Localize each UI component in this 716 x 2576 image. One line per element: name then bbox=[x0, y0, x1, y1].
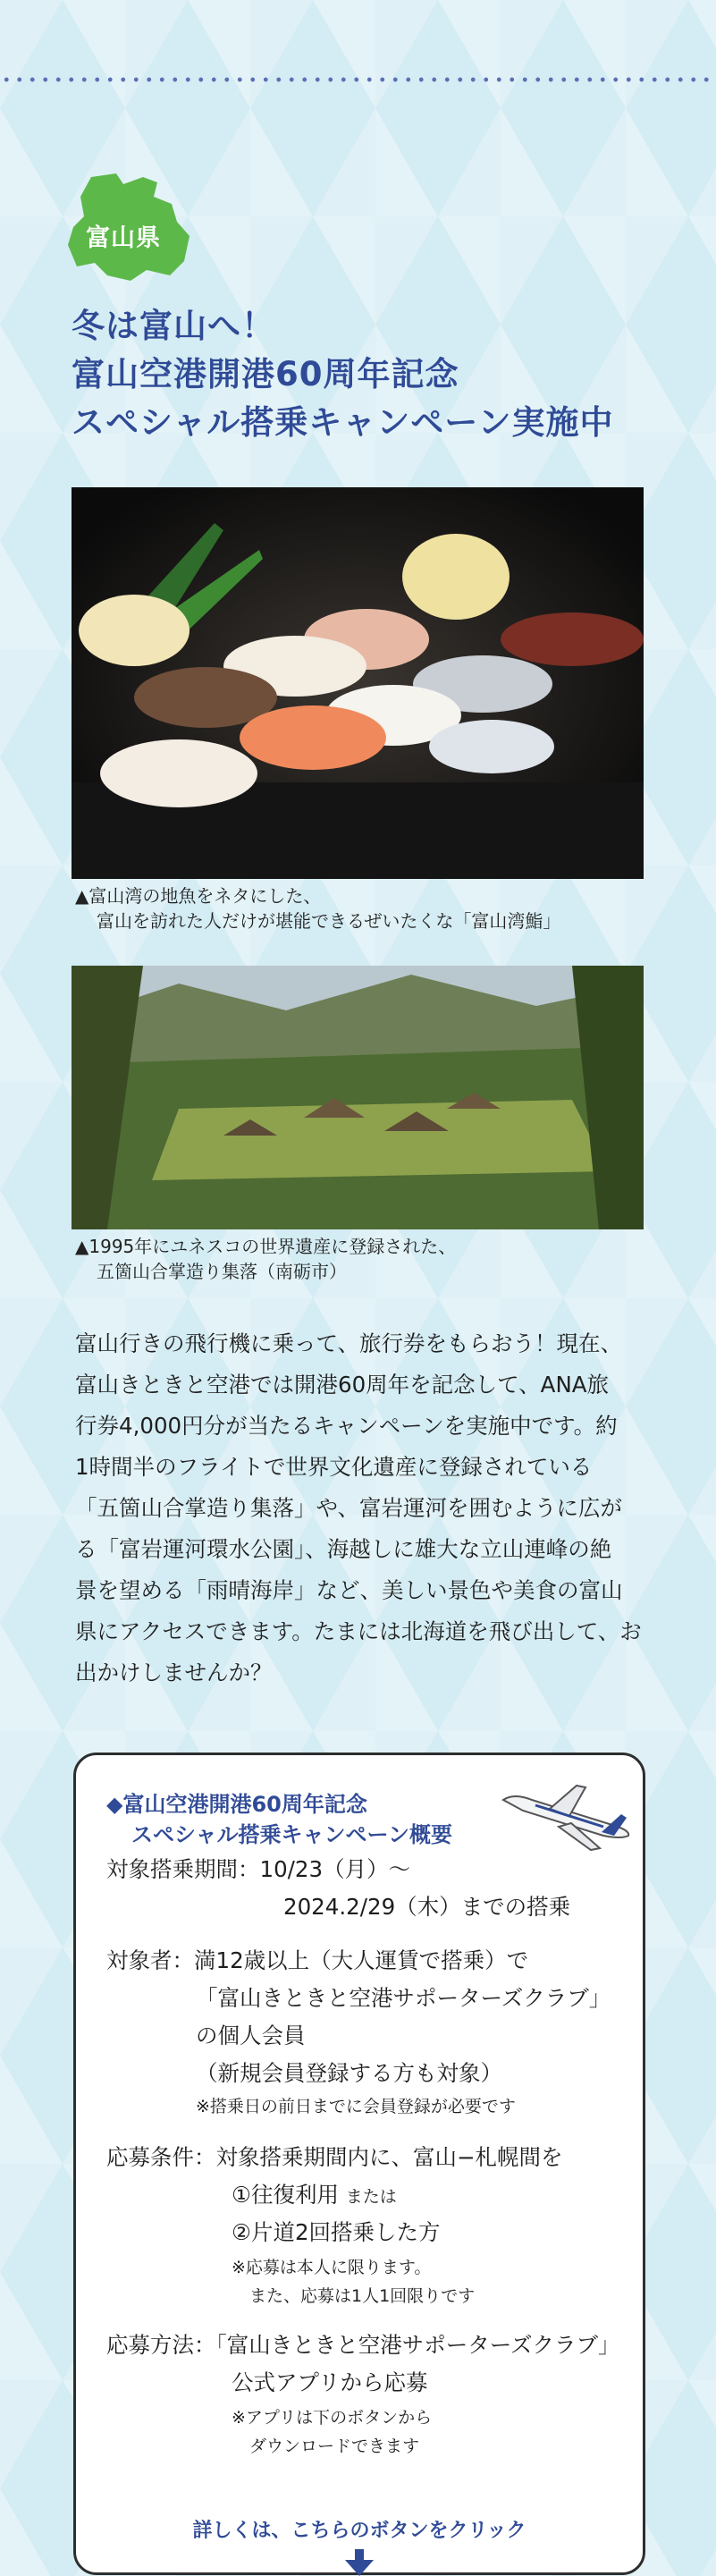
caption-line: ▲1995年にユネスコの世界遺産に登録された、 bbox=[75, 1236, 457, 1257]
title-line: 冬は富山へ！ bbox=[72, 307, 275, 345]
period-end: 2024.2/29（木）までの搭乗 bbox=[283, 1894, 571, 1920]
eligibility-text: 満12歳以上（大人運賃で搭乗）で bbox=[194, 1947, 529, 1973]
method-note: ダウンロードできます bbox=[249, 2437, 420, 2456]
body-line: 出かけしませんか？ bbox=[75, 1660, 273, 1685]
gokayama-village-photo bbox=[72, 966, 644, 1229]
campaign-title-line: ◆富山空港開港60周年記念 bbox=[106, 1792, 367, 1817]
period-row bbox=[106, 1852, 410, 1888]
eligibility-text: の個人会員 bbox=[196, 2023, 306, 2048]
dotted-divider bbox=[0, 77, 716, 82]
method-note: ※アプリは下のボタンから bbox=[232, 2408, 433, 2428]
period-label: 対象搭乗期間： bbox=[106, 1856, 260, 1882]
campaign-summary-box bbox=[73, 1753, 645, 2575]
body-line: 県にアクセスできます。たまには北海道を飛び出して、お bbox=[75, 1618, 642, 1644]
method-text: 「富山きときと空港サポーターズクラブ」 bbox=[215, 2332, 620, 2358]
method-text: 公式アプリから応募 bbox=[232, 2369, 428, 2395]
option-text: ①往復利用 bbox=[232, 2182, 339, 2208]
condition-option-oneway: ②片道2回搭乗した方 bbox=[232, 2219, 441, 2245]
conditions-note: また、応募は1人1回限りです bbox=[249, 2286, 476, 2306]
eligibility-row bbox=[106, 1943, 528, 1979]
photo-caption bbox=[75, 1234, 456, 1284]
method-label: 応募方法： bbox=[106, 2332, 216, 2358]
method-row bbox=[106, 2327, 620, 2363]
caption-line: ▲富山湾の地魚をネタにした、 bbox=[75, 885, 322, 907]
body-line: 行券4,000円分が当たるキャンペーンを実施中です。約 bbox=[75, 1413, 618, 1439]
body-line: 「五箇山合掌造り集落」や、富岩運河を囲むように広が bbox=[75, 1495, 623, 1521]
photo-caption bbox=[75, 883, 560, 933]
body-line: 景を望める「雨晴海岸」など、美しい景色や美食の富山 bbox=[75, 1577, 623, 1603]
eligibility-text: 「富山きときと空港サポーターズクラブ」 bbox=[196, 1985, 611, 2011]
caption-line: 富山を訪れた人だけが堪能できるぜいたくな「富山湾鮨」 bbox=[97, 910, 561, 932]
conditions-label: 応募条件： bbox=[106, 2144, 216, 2170]
title-line: 富山空港開港60周年記念 bbox=[72, 355, 459, 393]
option-suffix: または bbox=[345, 2187, 397, 2207]
arrow-down-icon bbox=[343, 2549, 375, 2576]
body-line: 富山きときと空港では開港60周年を記念して、ANA旅 bbox=[75, 1372, 610, 1398]
title-line: スペシャル搭乗キャンペーン実施中 bbox=[72, 403, 614, 442]
details-link[interactable]: 詳しくは、こちらのボタンをクリック bbox=[192, 2520, 526, 2542]
eligibility-note: ※搭乗日の前日までに会員登録が必要です bbox=[196, 2097, 516, 2116]
caption-line: 五箇山合掌造り集落（南砺市） bbox=[97, 1261, 347, 1282]
airplane-icon bbox=[496, 1773, 639, 1854]
sushi-photo bbox=[72, 487, 644, 879]
body-line: 富山行きの飛行機に乗って、旅行券をもらおう！現在、 bbox=[75, 1330, 623, 1356]
prefecture-badge bbox=[64, 170, 198, 286]
prefecture-label: 富山県 bbox=[86, 224, 161, 252]
body-line: 1時間半のフライトで世界文化遺産に登録されている bbox=[75, 1454, 593, 1480]
conditions-note: ※応募は本人に限ります。 bbox=[232, 2258, 432, 2277]
period-start: 10/23（月）～ bbox=[259, 1856, 411, 1882]
eligibility-text: （新規会員登録する方も対象） bbox=[196, 2060, 502, 2086]
article-body bbox=[75, 1323, 647, 1693]
campaign-title-line: スペシャル搭乗キャンペーン概要 bbox=[131, 1822, 453, 1847]
conditions-row bbox=[106, 2140, 563, 2175]
condition-option-roundtrip bbox=[232, 2177, 397, 2215]
page-title bbox=[72, 302, 614, 447]
eligibility-label: 対象者： bbox=[106, 1947, 194, 1973]
body-line: る「富岩運河環水公園」、海越しに雄大な立山連峰の絶 bbox=[75, 1536, 612, 1562]
conditions-text: 対象搭乗期間内に、富山−札幌間を bbox=[215, 2144, 563, 2170]
campaign-title bbox=[106, 1789, 452, 1850]
